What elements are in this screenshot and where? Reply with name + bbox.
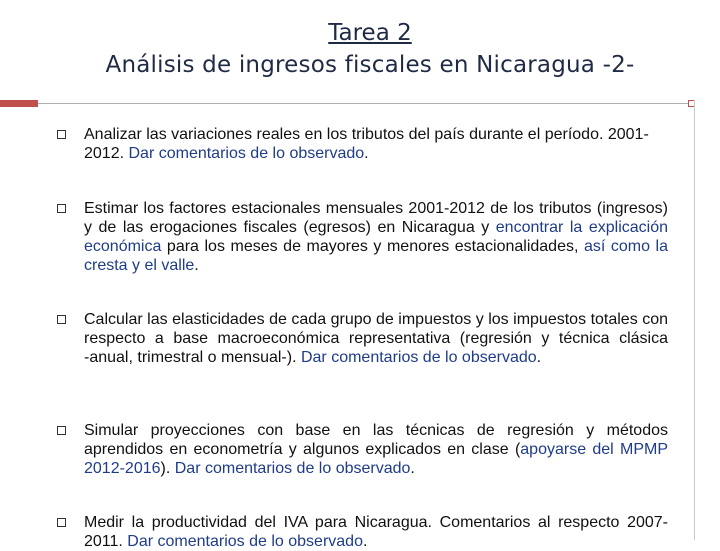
title-line-2: Análisis de ingresos fiscales en Nicaragua -2-: [105, 52, 635, 78]
highlight-text: Dar comentarios de lo observado: [127, 533, 363, 550]
title-line-1: Tarea 2: [328, 20, 412, 46]
text-segment: .: [536, 349, 542, 366]
highlight-text: encontrar la explicación económica: [84, 219, 669, 255]
text-segment: .: [362, 533, 368, 550]
highlight-text: así como la cresta y el valle: [84, 238, 669, 274]
square-bullet-icon: [57, 315, 66, 324]
text-segment: Simular proyecciones con base en las técnicas de regresión y métodos aprendidos en econometría y algunos explicados en clase (: [84, 422, 668, 458]
bullet-text: [84, 125, 668, 163]
text-segment: Calcular las elasticidades de cada grupo de impuestos y los impuestos totales con respecto a base macroeconómica representativa (regresión y técnica clásica -anual, trimestral o mensual-).: [84, 311, 704, 366]
square-bullet-icon: [57, 130, 66, 139]
highlight-text: Dar comentarios de lo observado: [174, 460, 411, 477]
text-segment: .: [364, 145, 369, 162]
slide-title: [0, 18, 720, 80]
accent-bar: [0, 100, 38, 107]
text-segment: ).: [160, 460, 175, 477]
right-border-line: [694, 100, 695, 540]
text-segment: .: [410, 460, 415, 477]
square-bullet-icon: [57, 518, 66, 527]
text-segment: .: [194, 257, 199, 274]
highlight-text: Dar comentarios de lo observado: [128, 145, 365, 162]
highlight-text: apoyarse del MPMP 2012-2016: [84, 441, 669, 477]
square-bullet-icon: [57, 426, 66, 435]
bullet-text: [84, 199, 668, 275]
text-segment: para los meses de mayores y menores estacionalidades,: [161, 238, 584, 255]
bullet-text: [84, 310, 704, 367]
highlight-text: Dar comentarios de lo observado: [300, 349, 537, 366]
text-segment: Medir la productividad del IVA para Nicaragua. Comentarios al respecto 2007-2011.: [84, 514, 668, 550]
square-bullet-icon: [57, 204, 66, 213]
divider-line: [38, 103, 688, 104]
text-segment: Estimar los factores estacionales mensuales 2001-2012 de los tributos (ingresos) y de las erogaciones fiscales (egresos) en Nicaragua y: [84, 200, 668, 236]
bullet-text: [84, 513, 668, 551]
bullet-text: [84, 421, 668, 478]
text-segment: Analizar las variaciones reales en los tributos del país durante el período. 2001-2012.: [84, 126, 649, 162]
